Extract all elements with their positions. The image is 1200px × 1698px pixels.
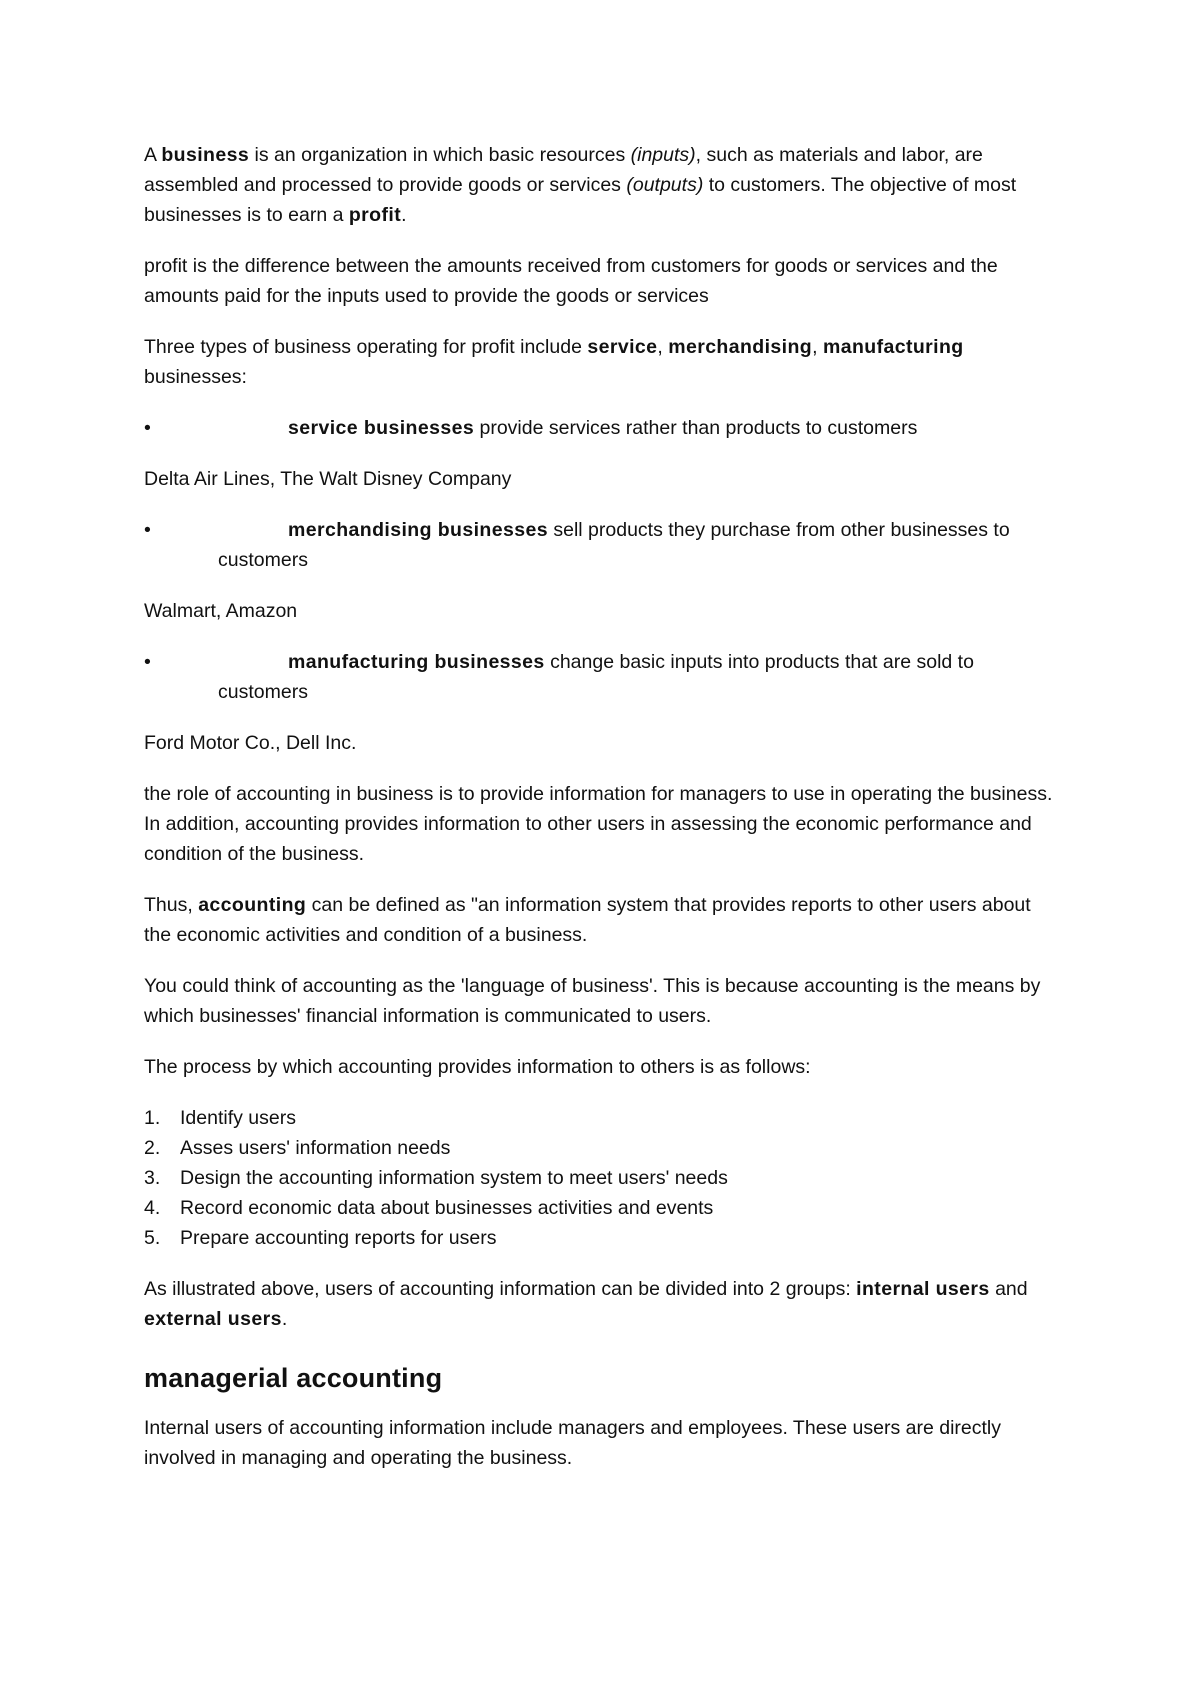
paragraph-internal-users: Internal users of accounting information include managers and employees. These users are directly involved in managing and operating the business. [144,1417,1002,1469]
bullet-icon: • [144,519,151,541]
list-item: 5. Prepare accounting reports for users [144,1227,497,1249]
paragraph-language-of-business: You could think of accounting as the 'language of business'. This is because accounting is the means by which businesses' financial information is communicated to users. [144,975,1041,1027]
term-profit: profit [348,204,402,226]
term-internal-users: internal users [856,1278,990,1300]
bullet-manufacturing: • manufacturing businesses change basic inputs into products that are sold to customers [144,647,1060,707]
bullet-service: • service businesses provide services rather than products to customers [144,413,1060,443]
bullet-icon: • [144,651,151,673]
bullet-icon: • [144,417,151,439]
list-item: 3. Design the accounting information system to meet users' needs [144,1167,728,1189]
example-merchandising: Walmart, Amazon [144,600,298,622]
term-external-users: external users [144,1308,282,1330]
term-business: business [161,144,250,166]
paragraph-profit: profit is the difference between the amounts received from customers for goods or services and the amounts paid for the inputs used to provide the goods or services [144,255,998,307]
example-service: Delta Air Lines, The Walt Disney Company [144,468,512,490]
paragraph-business-definition: A business is an organization in which basic resources (inputs), such as materials and labor, are assembled and processed to provide goods or services (outputs) to customers. The objective of most businesses is to earn a profit. [144,144,1017,226]
heading-managerial-accounting: managerial accounting [144,1363,443,1393]
list-item: 1. Identify users [144,1107,296,1129]
paragraph-three-types: Three types of business operating for profit include service, merchandising, manufacturing businesses: [144,336,964,388]
list-item: 4. Record economic data about businesses activities and events [144,1197,714,1219]
list-item: 2. Asses users' information needs [144,1137,451,1159]
term-accounting: accounting [198,894,307,916]
paragraph-process-intro: The process by which accounting provides information to others is as follows: [144,1056,811,1078]
paragraph-user-groups: As illustrated above, users of accounting information can be divided into 2 groups: internal users and external users. [144,1278,1028,1330]
process-steps-list [144,1103,1060,1253]
paragraph-role-of-accounting: the role of accounting in business is to provide information for managers to use in operating the business. In addition, accounting provides information to other users in assessing the economic performance and condition of the business. [144,783,1053,865]
example-manufacturing: Ford Motor Co., Dell Inc. [144,732,357,754]
bullet-merchandising: • merchandising businesses sell products they purchase from other businesses to customers [144,515,1060,575]
paragraph-accounting-definition: Thus, accounting can be defined as "an information system that provides reports to other users about the economic activities and condition of a business. [144,894,1031,946]
